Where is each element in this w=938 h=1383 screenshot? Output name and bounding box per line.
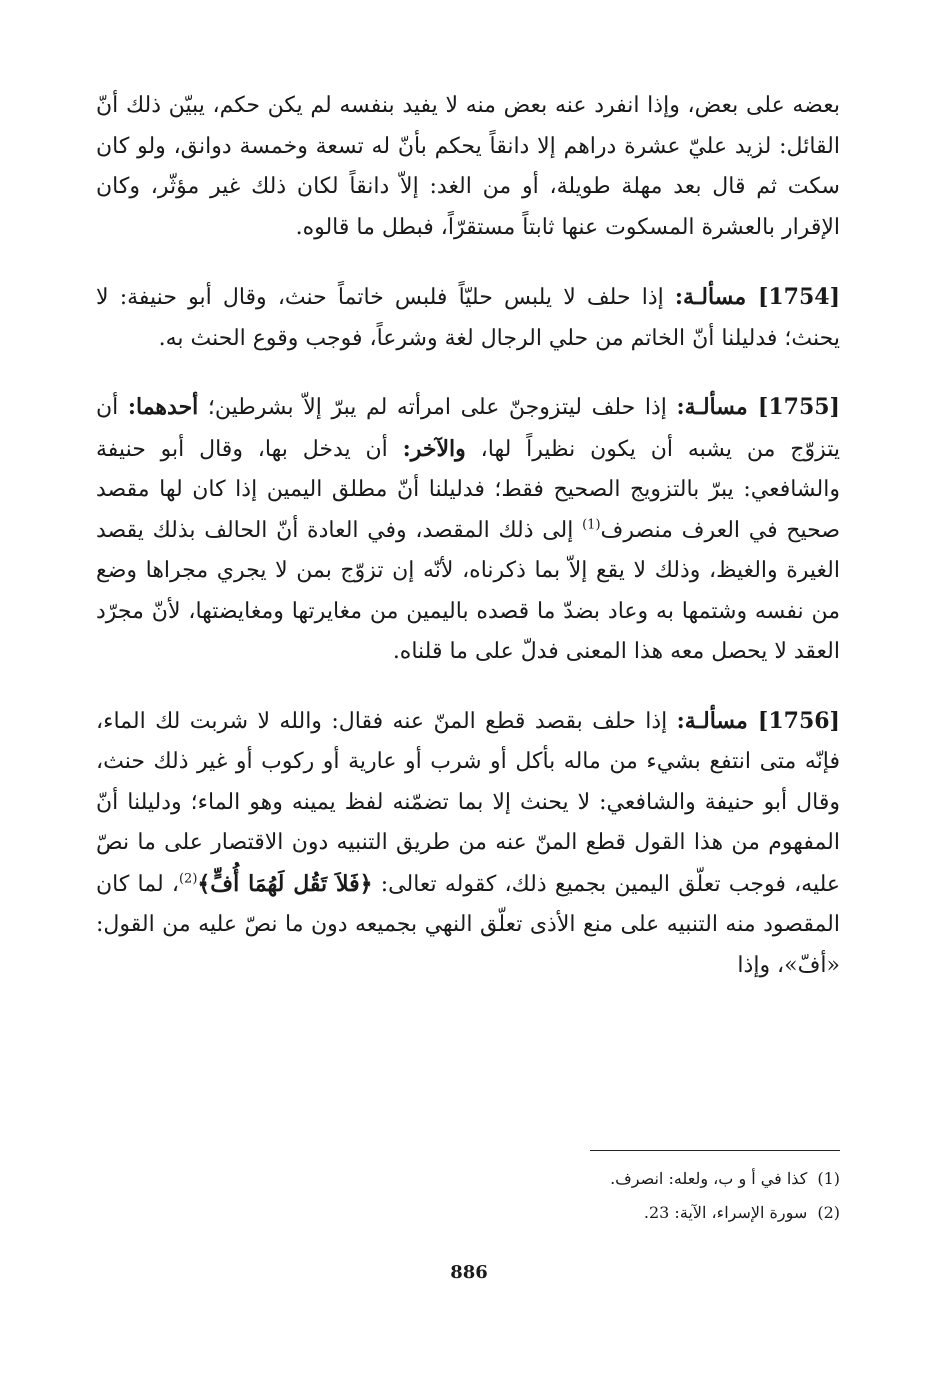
issue-1756	[96, 701, 840, 987]
page-number: 886	[450, 1262, 488, 1283]
issue-number: [1754]	[757, 284, 840, 310]
issue-label: مسألـة:	[676, 394, 748, 420]
footnote-item	[300, 1196, 840, 1230]
quran-quote: ﴿فَلاَ تَقُل لَهُمَا أُفٍّ﴾	[197, 870, 373, 897]
issue-heading	[677, 708, 840, 734]
issue-number: [1755]	[757, 394, 840, 420]
term-second: والآخر:	[402, 435, 466, 462]
issue-heading	[676, 394, 840, 420]
paragraph-text: ، لما كان المقصود منه التنبيه على منع الأذى تعلّق النهي بجميعه دون ما نصّ عليه من القول: «أفّ»، وإذا	[96, 871, 840, 978]
issue-heading	[675, 284, 840, 310]
footnote-divider	[590, 1150, 840, 1151]
issue-number: [1756]	[757, 707, 840, 734]
paragraph-continuation	[96, 86, 840, 248]
footnotes	[300, 1162, 840, 1230]
footnote-text: سورة الإسراء، الآية: 23.	[643, 1203, 808, 1222]
paragraph-text: إذا حلف بقصد قطع المنّ عنه فقال: والله لا شربت لك الماء، فإنّه متى انتفع بشيء من ماله بأكل أو شرب أو عارية أو ركوب أو غير ذلك حنث، وقال أبو حنيفة والشافعي: لا يحنث إلا بما تضمّنه لفظ يمينه وهو الماء؛ ودليلنا أنّ المفهوم من هذا القول قطع المنّ عنه من طريق التنبيه دون الاقتصار على ما نصّ عليه، فوجب تعلّق اليمين بجميع ذلك، كقوله تعالى:	[96, 708, 841, 897]
footnote-reference: (1)	[582, 517, 601, 533]
footnote-marker: (2)	[817, 1203, 840, 1222]
paragraph-text: أن يدخل بها، وقال أبو حنيفة والشافعي: يبرّ بالتزويج الصحيح فقط؛ فدليلنا أنّ مطلق اليمين إذا كان لها مقصد صحيح في العرف منصرف	[96, 436, 841, 543]
issue-1755	[96, 387, 840, 673]
term-first: أحدهما:	[127, 394, 199, 420]
main-text	[96, 86, 840, 1014]
footnote-marker: (1)	[817, 1169, 840, 1188]
paragraph-text: أن يتزوّج من يشبه أن يكون نظيراً لها،	[96, 395, 840, 462]
issue-label: مسألـة:	[674, 284, 747, 310]
paragraph-text: إذا حلف لا يلبس حليّاً فلبس خاتماً حنث، وقال أبو حنيفة: لا يحنث؛ فدليلنا أنّ الخاتم من حلي الرجال لغة وشرعاً، فوجب وقوع الحنث به.	[96, 285, 840, 351]
issue-label: مسألـة:	[676, 707, 748, 734]
footnote-reference: (2)	[178, 871, 198, 887]
footnote-text: كذا في أ و ب، ولعله: انصرف.	[610, 1169, 808, 1188]
paragraph-text: بعضه على بعض، وإذا انفرد عنه بعض منه لا يفيد بنفسه لم يكن حكم، يبيّن ذلك أنّ القائل: لزيد عليّ عشرة دراهم إلا دانقاً يحكم بأنّ له تسعة وخمسة دوانق، ولو كان سكت ثم قال بعد مهلة طويلة، أو من الغد: إلاّ دانقاً لكان ذلك غير مؤثّر، وكان الإقرار بالعشرة المسكوت عنها ثابتاً مستقرّاً، فبطل ما قالوه.	[96, 93, 840, 240]
issue-1754	[96, 277, 840, 359]
paragraph-text: إلى ذلك المقصد، وفي العادة أنّ الحالف بذلك يقصد الغيرة والغيظ، وذلك لا يقع إلاّ بما ذكرناه، لأنّه إن تزوّج بمن لا يجري مجراها وضع من نفسه وشتمها به وعاد بضدّ ما قصده باليمين من مغايرتها ومغايضتها، لأنّ مجرّد العقد لا يحصل معه هذا المعنى فدلّ على ما قلناه.	[96, 517, 840, 664]
footnote-item	[300, 1162, 840, 1196]
paragraph-text: إذا حلف ليتزوجنّ على امرأته لم يبرّ إلاّ بشرطين؛	[207, 395, 667, 420]
